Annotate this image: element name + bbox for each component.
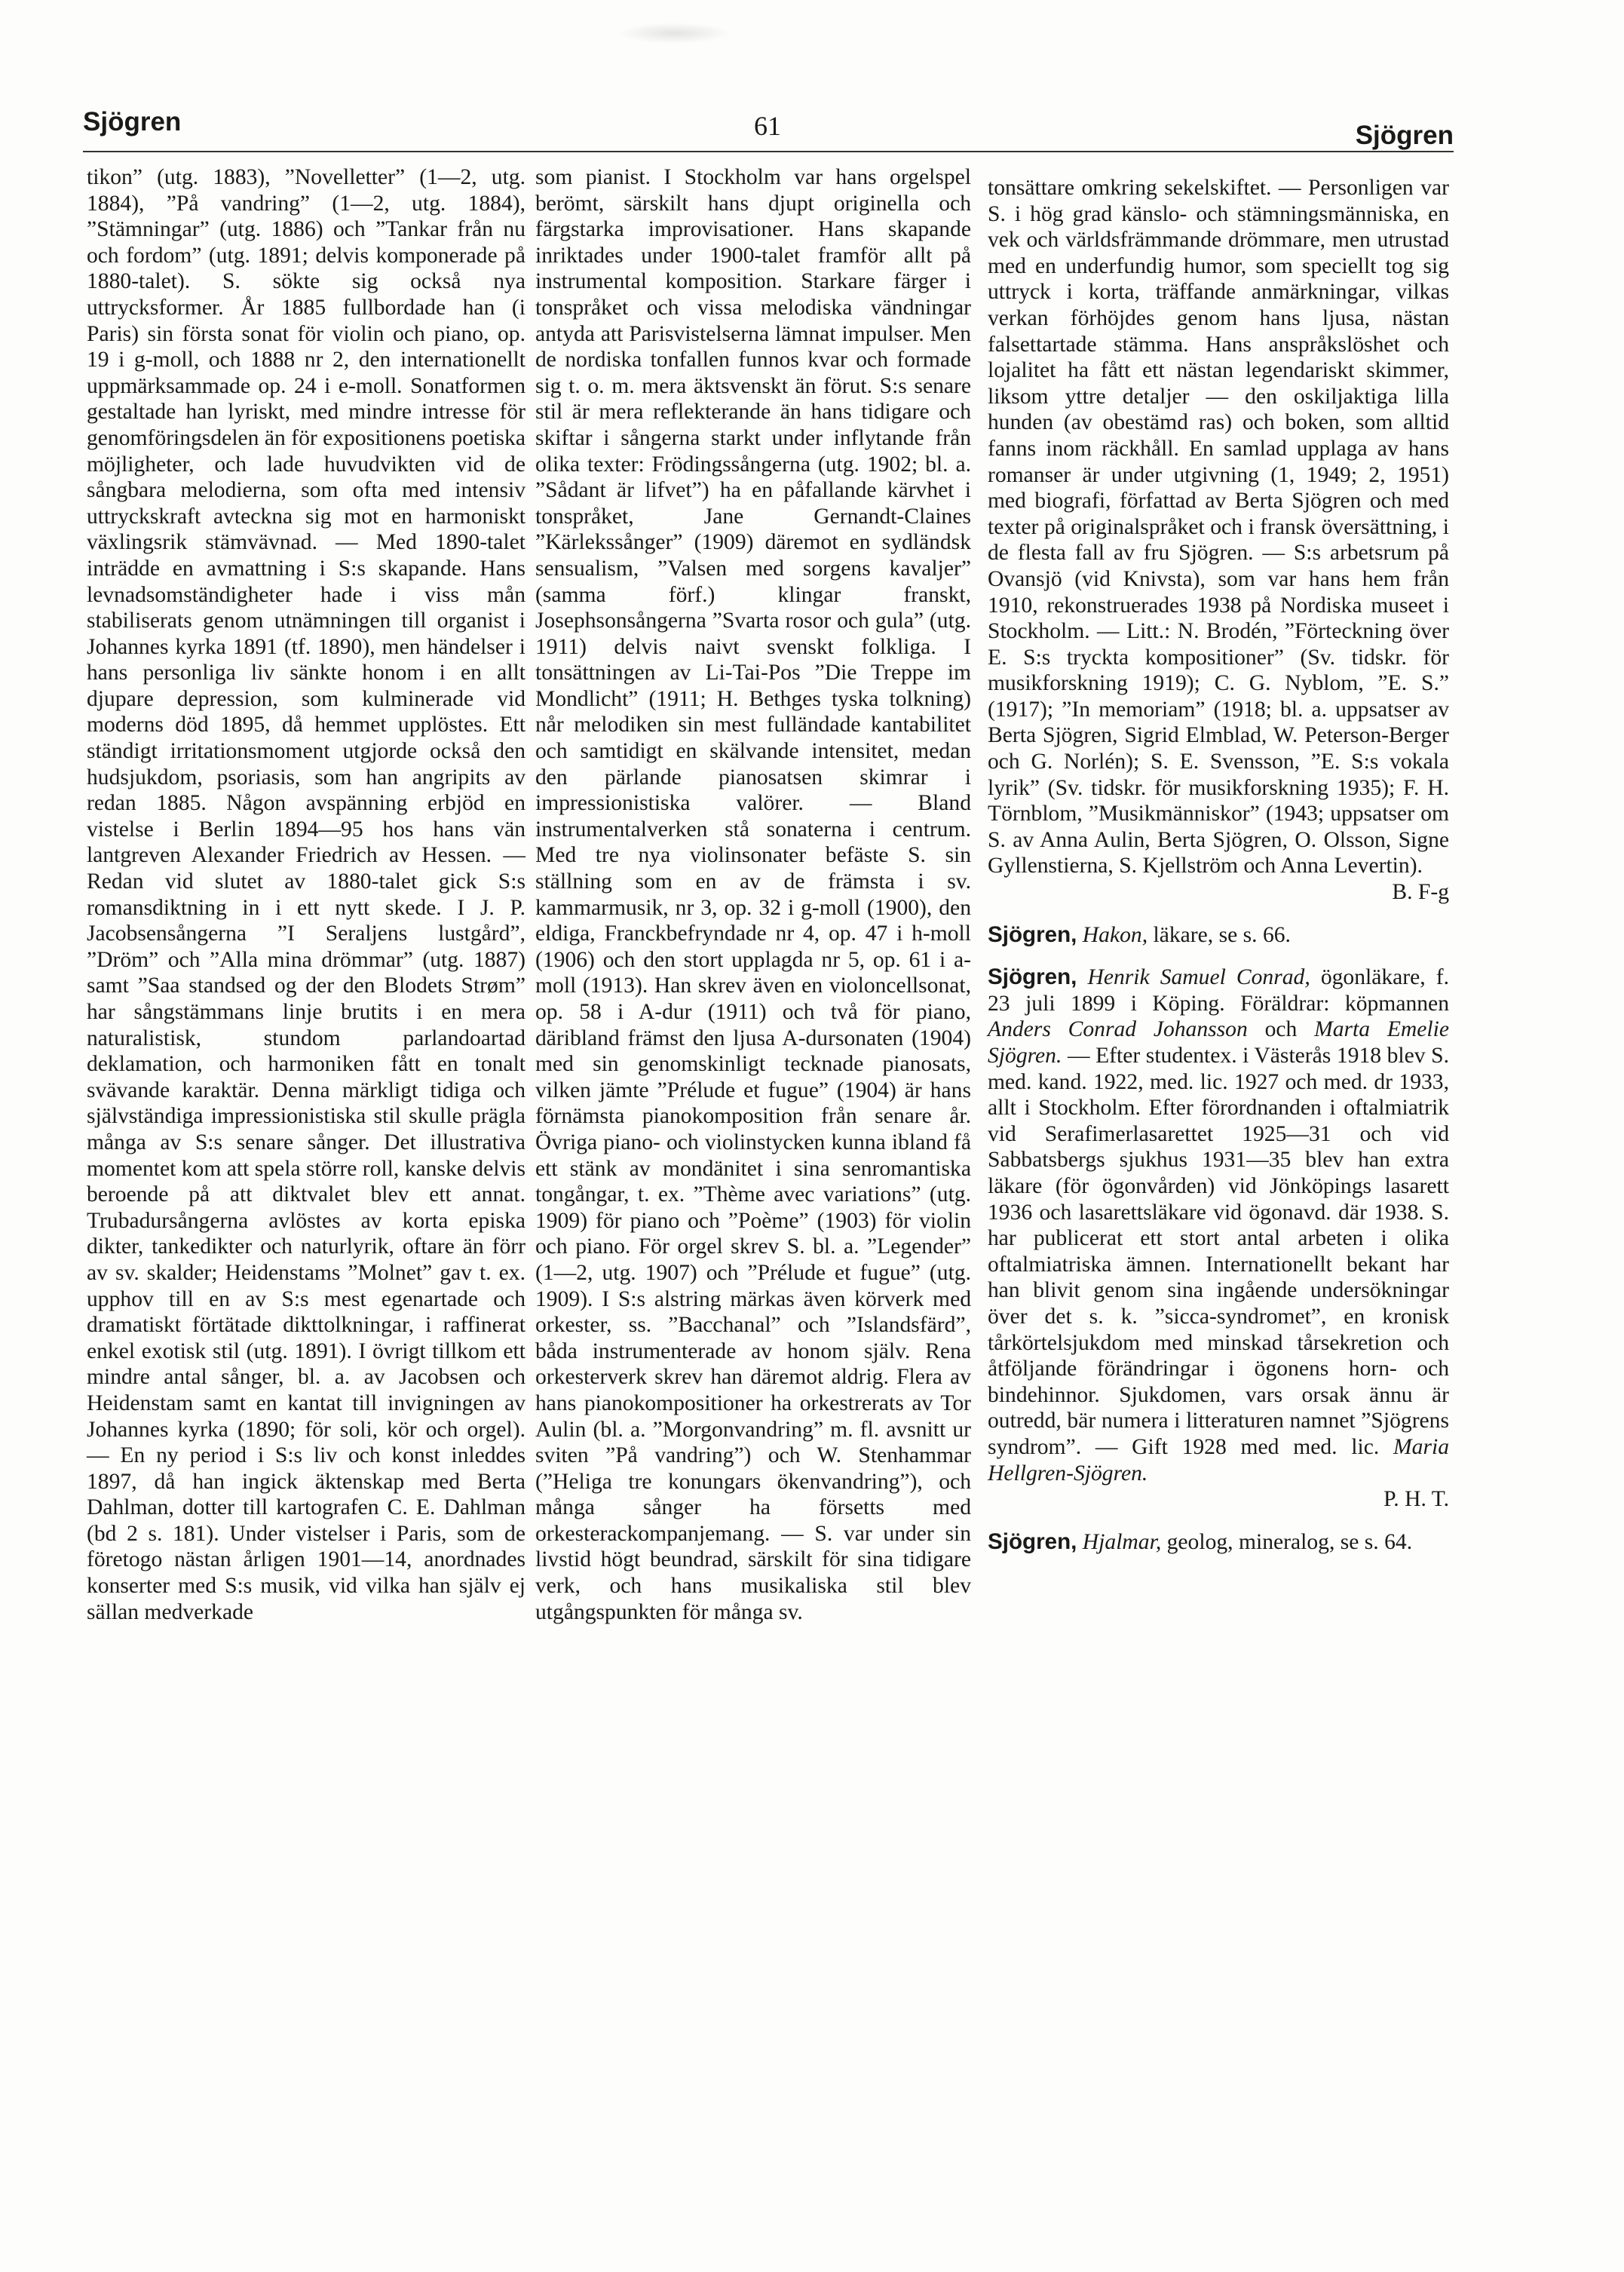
entry-henrik xyxy=(988,964,1449,1512)
signature-bfg: B. F-g xyxy=(1392,880,1449,905)
entry-henrik-mother: Marta Emelie Sjögren. xyxy=(988,1017,1449,1068)
entry-henrik-father: Anders Conrad Johansson xyxy=(988,1017,1248,1042)
running-head xyxy=(83,104,1454,149)
entry-henrik-name: Henrik Samuel Conrad, xyxy=(1087,965,1310,990)
entry-hakon-name: Hakon, xyxy=(1082,922,1148,947)
entry-henrik-text-1: ögonläkare, f. 23 juli 1899 i Köping. Föräldrar: köpmannen xyxy=(988,965,1450,1016)
scan-smudge xyxy=(618,23,731,44)
header-rule xyxy=(83,151,1454,152)
column-3-intro xyxy=(988,175,1449,906)
column-3 xyxy=(988,175,1449,1555)
column-1-text: tikon” (utg. 1883), ”Novelletter” (1—2, utg. 1884), ”På vandring” (1—2, utg. 1884), ”Stämningar” (utg. 1886) och ”Tankar från nu och fordom” (utg. 1891; delvis komponerade på 1880-talet). S. sökte sig också nya uttrycksformer. År 1885 fullbordade han (i Paris) sin första sonat för violin och piano, op. 19 i g-moll, och 1888 nr 2, den internationellt uppmärksammade op. 24 i e-moll. Sonatformen gestaltade han lyriskt, med mindre intresse för genomföringsdelen än för expositionens poetiska möjligheter, och lade huvudvikten vid de sångbara melodierna, som ofta med intensiv uttryckskraft avteckna sig mot en harmoniskt växlingsrik stämvävnad. — Med 1890-talet inträdde en avmattning i S:s skapande. Hans levnadsomständigheter hade i viss mån stabiliserats genom utnämningen till organist i Johannes kyrka 1891 (tf. 1890), men händelser i hans personliga liv sänkte honom i en allt djupare depression, som kulminerade vid moderns död 1895, då hemmet upplöstes. Ett ständigt irritationsmoment utgjorde också den hudsjukdom, psoriasis, som han angripits av redan 1885. Någon avspänning erbjöd en vistelse i Berlin 1894—95 hos hans vän lantgreven Alexander Friedrich av Hessen. — Redan vid slutet av 1880-talet gick S:s romansdiktning in i ett nytt skede. I J. P. Jacobsensångerna ”I Seraljens lustgård”, ”Dröm” och ”Alla mina drömmar” (utg. 1887) samt ”Saa standsed og der den Blodets Strøm” har sångstämmans linje brutits i en mera naturalistisk, stundom parlandoartad deklamation, och harmoniken fått en tonalt svävande karaktär. Denna märkligt tidiga och självständiga impressionistiska stil skulle prägla många av S:s senare sånger. Det illustrativa momentet kom att spela större roll, kanske delvis beroende på att diktvalet blev ett annat. Trubadursångerna avlöstes av korta episka dikter, tankedikter och naturlyrik, oftare än förr av sv. skalder; Heidenstams ”Molnet” gav t. ex. upphov till en av S:s mest egenartade och dramatiskt förtätade dikttolkningar, i raffinerat enkel exotisk stil (utg. 1891). I övrigt tillkom ett mindre antal sånger, bl. a. av Jacobsen och Heidenstam samt en kantat till invigningen av Johannes kyrka (1890; för soli, kör och orgel). — En ny period i S:s liv och konst inleddes 1897, då han ingick äktenskap med Berta Dahlman, dotter till kartografen C. E. Dahlman (bd 2 s. 181). Under vistelser i Paris, som de företogo nästan årligen 1901—14, anordnades konserter med S:s musik, vid vilka han själv ej sällan medverkade xyxy=(87,165,526,1624)
entry-henrik-and: och xyxy=(1264,1017,1298,1042)
page-number: 61 xyxy=(754,111,781,141)
entry-hjalmar-text: geolog, mineralog, se s. 64. xyxy=(1166,1529,1413,1554)
entry-henrik-headword: Sjögren, xyxy=(988,964,1077,990)
entry-henrik-text-2: — Efter studentex. i Västerås 1918 blev S. med. kand. 1922, med. lic. 1927 och med. dr 1933, allt i Stockholm. Efter förordnanden i oftalmiatrik vid Serafimerlasarettet 1925—31 och vid Sabbatsbergs sjukhus 1931—35 blev han extra läkare (för ögonvården) vid Jönköpings lasarett 1936 och lasarettsläkare vid ögonavd. där 1938. S. har publicerat ett stort antal arbeten i olika oftalmiatriska ämnen. Internationellt bekant har han blivit genom sina ingående undersökningar över det s. k. ”sicca-syndromet”, en kronisk tårkörtelsjukdom med minskad tårsekretion och åtföljande förändringar i ögonens horn- och bindehinnor. Sjukdomen, vars orsak ännu är outredd, bär numera i litteraturen namnet ”Sjögrens syndrom”. — Gift 1928 med med. lic. xyxy=(988,1044,1449,1459)
entry-hakon xyxy=(988,922,1449,949)
column-2-text: som pianist. I Stockholm var hans orgelspel berömt, särskilt hans djupt originella och färgstarka improvisationer. Hans skapande inriktades under 1900-talet framför allt på instrumental komposition. Starkare färger i tonspråket och vissa melodiska vändningar antyda att Parisvistelserna lämnat impulser. Men de nordiska tonfallen funnos kvar och formade sig t. o. m. mera äktsvenskt än förut. S:s senare stil är mera reflekterande än hans tidigare och skiftar i sångerna starkt under inflytande från olika texter: Frödingssångerna (utg. 1902; bl. a. ”Sådant är lifvet”) ha en påfallande kärvhet i tonspråket, Jane Gernandt-Claines ”Kärlekssånger” (1909) däremot en sydländsk sensualism, ”Valsen med sorgens kavaljer” (samma förf.) klingar franskt, Josephsonsångerna ”Svarta rosor och gula” (utg. 1911) delvis naivt svenskt folkliga. I tonsättningen av Li-Tai-Pos ”Die Treppe im Mondlicht” (1911; H. Bethges tyska tolkning) når melodiken sin mest fulländade kantabilitet och samtidigt en skälvande intensitet, medan den pärlande pianosatsen skimrar i impressionistiska valörer. — Bland instrumentalverken stå sonaterna i centrum. Med tre nya violinsonater befäste S. sin ställning som en av de främsta i sv. kammarmusik, nr 3, op. 32 i g-moll (1900), den eldiga, Franckbefryndade nr 4, op. 47 i h-moll (1906) och den stort upplagda nr 5, op. 61 i a-moll (1913). Han skrev även en violoncellsonat, op. 58 i A-dur (1911) och två för piano, däribland främst den ljusa A-dursonaten (1904) med sin genomskinligt tecknade pianosats, vilken jämte ”Prélude et fugue” (1904) är hans förnämsta pianokomposition från senare år. Övriga piano- och violinstycken kunna ibland få ett stänk av mondänitet i sina senromantiska tongångar, t. ex. ”Thème avec variations” (utg. 1909) för piano och ”Poème” (1903) för violin och piano. För orgel skrev S. bl. a. ”Legender” (1—2, utg. 1907) och ”Prélude et fugue” (utg. 1909). I S:s alstring märkas även körverk med orkester, ss. ”Bacchanal” och ”Islandsfärd”, båda instrumenterade av honom själv. Rena orkesterverk skrev han däremot aldrig. Flera av hans pianokompositioner ha orkestrerats av Tor Aulin (bl. a. ”Morgonvandring” m. fl. avsnitt ur sviten ”På vandring”) och W. Stenhammar (”Heliga tre konungars ökenvandring”), och många sånger ha försetts med orkesterackompanjemang. — S. var under sin livstid högt beundrad, särskilt för sina tidigare verk, och hans musikaliska stil blev utgångspunkten för många sv. xyxy=(535,165,971,1624)
column-1 xyxy=(87,164,526,1625)
signature-pht: P. H. T. xyxy=(1383,1487,1449,1512)
entry-hakon-text: läkare, se s. 66. xyxy=(1153,922,1291,947)
entry-hjalmar xyxy=(988,1529,1449,1556)
entry-hjalmar-headword: Sjögren, xyxy=(988,1528,1077,1554)
entry-hakon-headword: Sjögren, xyxy=(988,921,1077,947)
entry-henrik-spouse: Maria Hellgren-Sjögren. xyxy=(988,1434,1450,1486)
entry-hjalmar-name: Hjalmar, xyxy=(1082,1529,1162,1554)
running-head-left: Sjögren xyxy=(83,107,182,136)
column-2 xyxy=(535,164,971,1625)
column-3-intro-text: tonsättare omkring sekelskiftet. — Personligen var S. i hög grad känslo- och stämningsmänniska, en vek och världsfrämmande drömmare, men utrustad med en underfundig humor, som speciellt tog sig uttryck i korta, träffande anmärkningar, vilkas verkan förhöjdes genom hans ljusa, nästan falsettartade stämma. Hans anspråkslöshet och lojalitet ha fått ett nästan legendariskt skimmer, liksom yttre detaljer — den oskiljaktiga lilla hunden (av obestämd ras) och boken, som alltid fanns inom räckhåll. En samlad upplaga av hans romanser är under utgivning (1, 1949; 2, 1951) med biografi, författad av Berta Sjögren och med texter på originalspråket och i fransk översättning, i de flesta fall av fru Sjögren. — S:s arbetsrum på Ovansjö (vid Knivsta), som var hans hem från 1910, rekonstruerades 1938 på Nordiska museet i Stockholm. — Litt.: N. Brodén, ”Förteckning över E. S:s tryckta kompositioner” (Sv. tidskr. för musikforskning 1919); C. G. Nyblom, ”E. S.” (1917); ”In memoriam” (1918; bl. a. uppsatser av Berta Sjögren, Sigrid Elmblad, W. Peterson-Berger och G. Norlén); S. E. Svensson, ”E. S:s vokala lyrik” (Sv. tidskr. för musikforskning 1935); F. H. Törnblom, ”Musikmänniskor” (1943; uppsatser om S. av Anna Aulin, Berta Sjögren, O. Olsson, Signe Gyllenstierna, S. Kjellström och Anna Levertin). xyxy=(988,176,1449,878)
running-head-right: Sjögren xyxy=(1355,121,1454,150)
